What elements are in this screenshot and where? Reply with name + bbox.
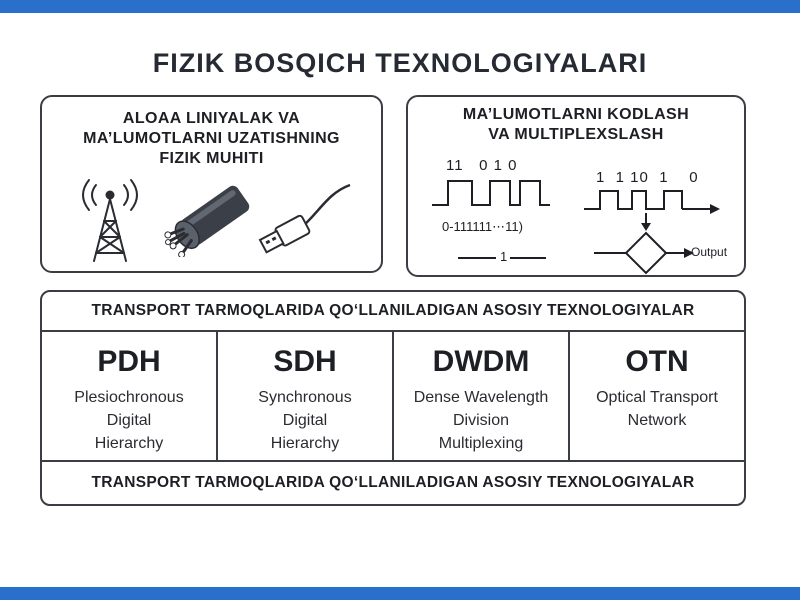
technologies-row [42, 332, 744, 462]
bit-sequence-label: 0-111111⋯11) [442, 219, 523, 234]
output-label: Output [691, 245, 728, 259]
bottom-accent-bar [0, 587, 800, 600]
multiplexer-icon [594, 213, 694, 277]
tech-abbr: OTN [625, 345, 689, 378]
physical-medium-panel [40, 95, 383, 273]
encoding-multiplexing-title: MA’LUMOTLARNI KODLASH VA MULTIPLEXSLASH [462, 106, 690, 143]
encoding-multiplexing-panel [406, 95, 746, 277]
tech-cell-pdh [42, 332, 218, 460]
usb-cable-icon [250, 181, 360, 261]
tech-desc: Synchronous Digital Hierarchy [258, 389, 352, 452]
page-title: FIZIK BOSQICH TEXNOLOGIYALARI [152, 48, 648, 78]
tech-desc: Dense Wavelength Division Multiplexing [413, 389, 549, 452]
tech-abbr: SDH [273, 345, 337, 378]
tech-desc: Plesiochronous Digital Hierarchy [74, 389, 184, 452]
table-header: TRANSPORT TARMOQLARIDA QO‘LLANILADIGAN ASOSIY TEXNOLOGIYALAR [42, 292, 744, 332]
tech-cell-sdh [218, 332, 394, 460]
tech-abbr: PDH [97, 345, 161, 378]
radio-tower-icon [74, 175, 146, 263]
table-footer: TRANSPORT TARMOQLARIDA QO‘LLANILADIGAN ASOSIY TEXNOLOGIYALAR [91, 474, 695, 491]
tech-desc: Optical Transport Network [596, 389, 718, 429]
tech-cell-otn [570, 332, 744, 460]
scale-label: 1 [500, 249, 508, 264]
fiber-cable-icon [160, 179, 256, 257]
physical-medium-title: ALOAA LINIYALAK VA MA’LUMOTLARNI UZATISHNING FIZIK MUHITI [83, 110, 340, 167]
top-accent-bar [0, 0, 800, 13]
tech-abbr: DWDM [432, 345, 530, 378]
transport-technologies-table [40, 290, 746, 506]
bits-left-label: 11 0 1 0 [446, 157, 518, 174]
bits-right-label: 1 1 10 1 0 [596, 169, 699, 186]
tech-cell-dwdm [394, 332, 570, 460]
